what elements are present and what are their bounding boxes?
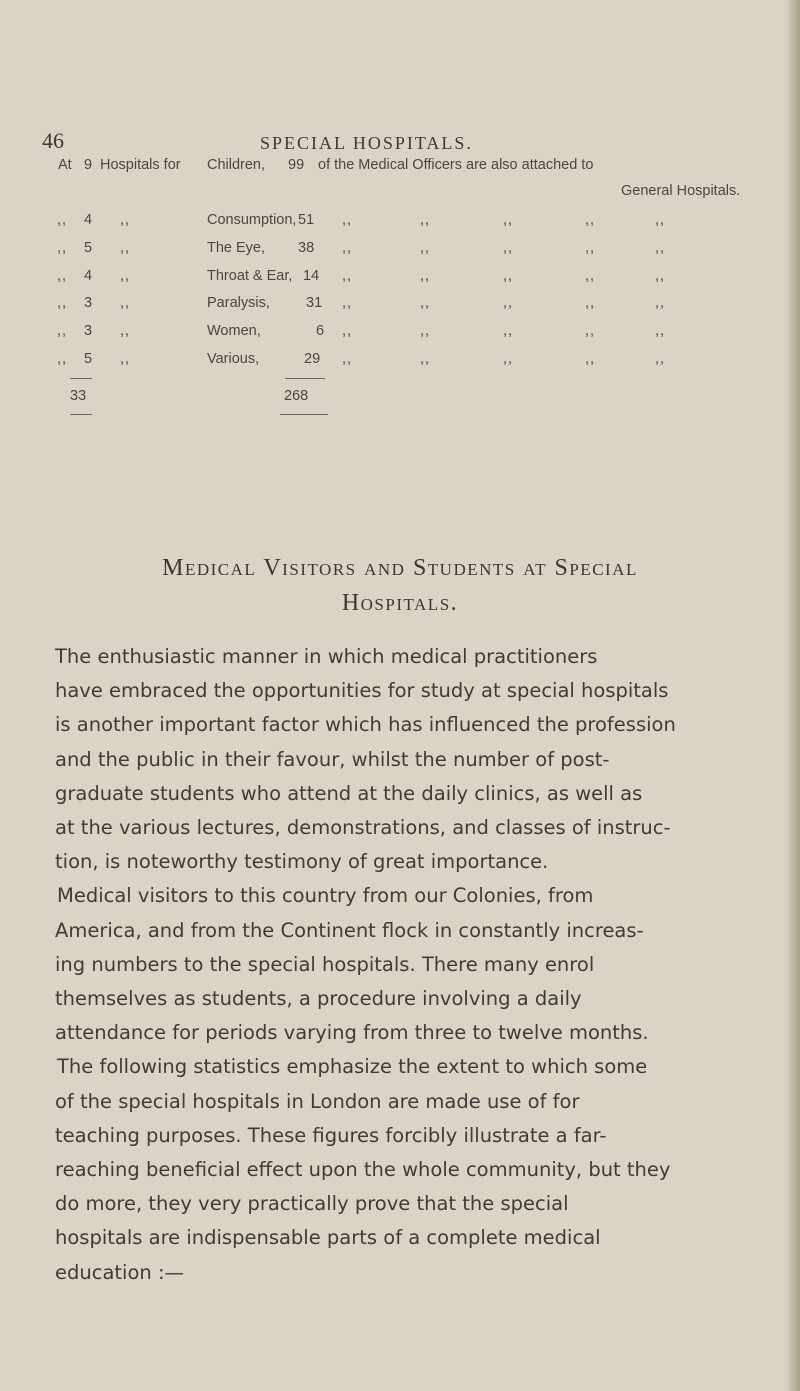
text-line: reaching beneficial effect upon the whole community, but they xyxy=(55,1158,671,1182)
page-number: 46 xyxy=(42,128,64,153)
ditto-mark: ,, xyxy=(120,212,131,228)
ditto-mark: ,, xyxy=(420,240,431,256)
table-specialty: Children, xyxy=(207,157,266,173)
ditto-mark: ,, xyxy=(420,323,431,339)
ditto-mark: ,, xyxy=(585,212,596,228)
row-specialty: The Eye, xyxy=(207,240,266,256)
text-line: of the special hospitals in London are made use of for xyxy=(55,1089,580,1113)
text-line: Medical visitors to this country from our Colonies, from xyxy=(57,884,594,908)
text-line: The enthusiastic manner in which medical practitioners xyxy=(55,645,598,668)
ditto-mark: ,, xyxy=(342,323,353,339)
ditto-mark: ,, xyxy=(420,295,431,311)
ditto-mark: ,, xyxy=(655,240,666,256)
ditto-mark: ,, xyxy=(342,212,353,228)
ditto-mark: ,, xyxy=(503,240,514,256)
ditto-mark: ,, xyxy=(585,351,596,367)
ditto-mark: ,, xyxy=(655,268,666,284)
ditto-mark: ,, xyxy=(342,295,353,311)
table-text-continued: General Hospitals. xyxy=(621,183,741,199)
ditto-mark: ,, xyxy=(420,212,431,228)
ditto-mark: ,, xyxy=(655,212,666,228)
row-count: 4 xyxy=(84,268,93,284)
section-heading: Medical Visitors and Students at Special xyxy=(162,555,638,581)
text-line: America, and from the Continent flock in constantly increas- xyxy=(55,918,644,942)
ditto-mark: ,, xyxy=(503,268,514,284)
table-count: 9 xyxy=(84,157,93,173)
row-number: 38 xyxy=(298,240,315,256)
ditto-mark: ,, xyxy=(342,268,353,284)
row-specialty: Throat & Ear, xyxy=(207,268,293,284)
ditto-mark: ,, xyxy=(57,351,68,367)
ditto-mark: ,, xyxy=(420,268,431,284)
table-label: Hospitals for xyxy=(100,157,181,173)
ditto-mark: ,, xyxy=(503,323,514,339)
row-specialty: Paralysis, xyxy=(207,295,270,311)
row-number: 6 xyxy=(316,323,325,339)
row-count: 3 xyxy=(84,323,93,339)
text-line: have embraced the opportunities for study at special hospitals xyxy=(55,679,669,703)
ditto-mark: ,, xyxy=(503,351,514,367)
running-head: SPECIAL HOSPITALS. xyxy=(260,133,473,153)
text-line: at the various lectures, demonstrations, and classes of instruc- xyxy=(55,816,671,840)
ditto-mark: ,, xyxy=(503,212,514,228)
row-number: 14 xyxy=(303,268,320,284)
ditto-mark: ,, xyxy=(120,295,131,311)
total-number: 268 xyxy=(284,388,309,404)
text-line: teaching purposes. These figures forcibly illustrate a far- xyxy=(55,1123,607,1147)
total-rule xyxy=(285,378,325,379)
total-rule xyxy=(70,414,92,415)
ditto-mark: ,, xyxy=(585,268,596,284)
ditto-mark: ,, xyxy=(57,240,68,256)
ditto-mark: ,, xyxy=(655,323,666,339)
ditto-mark: ,, xyxy=(420,351,431,367)
ditto-mark: ,, xyxy=(57,268,68,284)
ditto-mark: ,, xyxy=(585,240,596,256)
total-rule xyxy=(70,378,92,379)
table-number: 99 xyxy=(288,157,305,173)
ditto-mark: ,, xyxy=(655,351,666,367)
text-line: themselves as students, a procedure involving a daily xyxy=(55,987,582,1011)
ditto-mark: ,, xyxy=(120,268,131,284)
ditto-mark: ,, xyxy=(503,295,514,311)
row-number: 29 xyxy=(304,351,321,367)
ditto-mark: ,, xyxy=(120,240,131,256)
ditto-mark: ,, xyxy=(342,240,353,256)
text-line: do more, they very practically prove that the special xyxy=(55,1192,569,1216)
row-count: 5 xyxy=(84,351,93,367)
text-line: hospitals are indispensable parts of a complete medical xyxy=(55,1226,601,1250)
text-line: The following statistics emphasize the extent to which some xyxy=(57,1055,648,1079)
body-text xyxy=(55,640,765,1290)
row-count: 3 xyxy=(84,295,93,311)
text-line: attendance for periods varying from three to twelve months. xyxy=(55,1021,649,1045)
text-line: education :— xyxy=(55,1260,185,1284)
row-specialty: Women, xyxy=(207,323,261,339)
ditto-mark: ,, xyxy=(120,323,131,339)
text-line: ing numbers to the special hospitals. There many enrol xyxy=(55,952,595,976)
ditto-mark: ,, xyxy=(655,295,666,311)
ditto-mark: ,, xyxy=(585,295,596,311)
ditto-mark: ,, xyxy=(342,351,353,367)
total-rule xyxy=(280,414,328,415)
total-count: 33 xyxy=(70,388,87,404)
row-number: 51 xyxy=(298,212,315,228)
text-line: is another important factor which has influenced the profession xyxy=(55,713,676,737)
row-specialty: Consumption, xyxy=(207,212,297,228)
table-prefix: At xyxy=(58,157,72,173)
ditto-mark: ,, xyxy=(57,295,68,311)
ditto-mark: ,, xyxy=(120,351,131,367)
row-specialty: Various, xyxy=(207,351,260,367)
ditto-mark: ,, xyxy=(585,323,596,339)
ditto-mark: ,, xyxy=(57,212,68,228)
row-count: 5 xyxy=(84,240,93,256)
row-count: 4 xyxy=(84,212,93,228)
section-heading-continued: Hospitals. xyxy=(341,590,459,616)
page-edge xyxy=(786,0,800,1391)
text-line: graduate students who attend at the daily clinics, as well as xyxy=(55,781,643,805)
row-number: 31 xyxy=(306,295,323,311)
table-text: of the Medical Officers are also attached to xyxy=(318,157,594,173)
ditto-mark: ,, xyxy=(57,323,68,339)
text-line: and the public in their favour, whilst the number of post- xyxy=(55,747,610,771)
text-line: tion, is noteworthy testimony of great importance. xyxy=(55,850,549,874)
